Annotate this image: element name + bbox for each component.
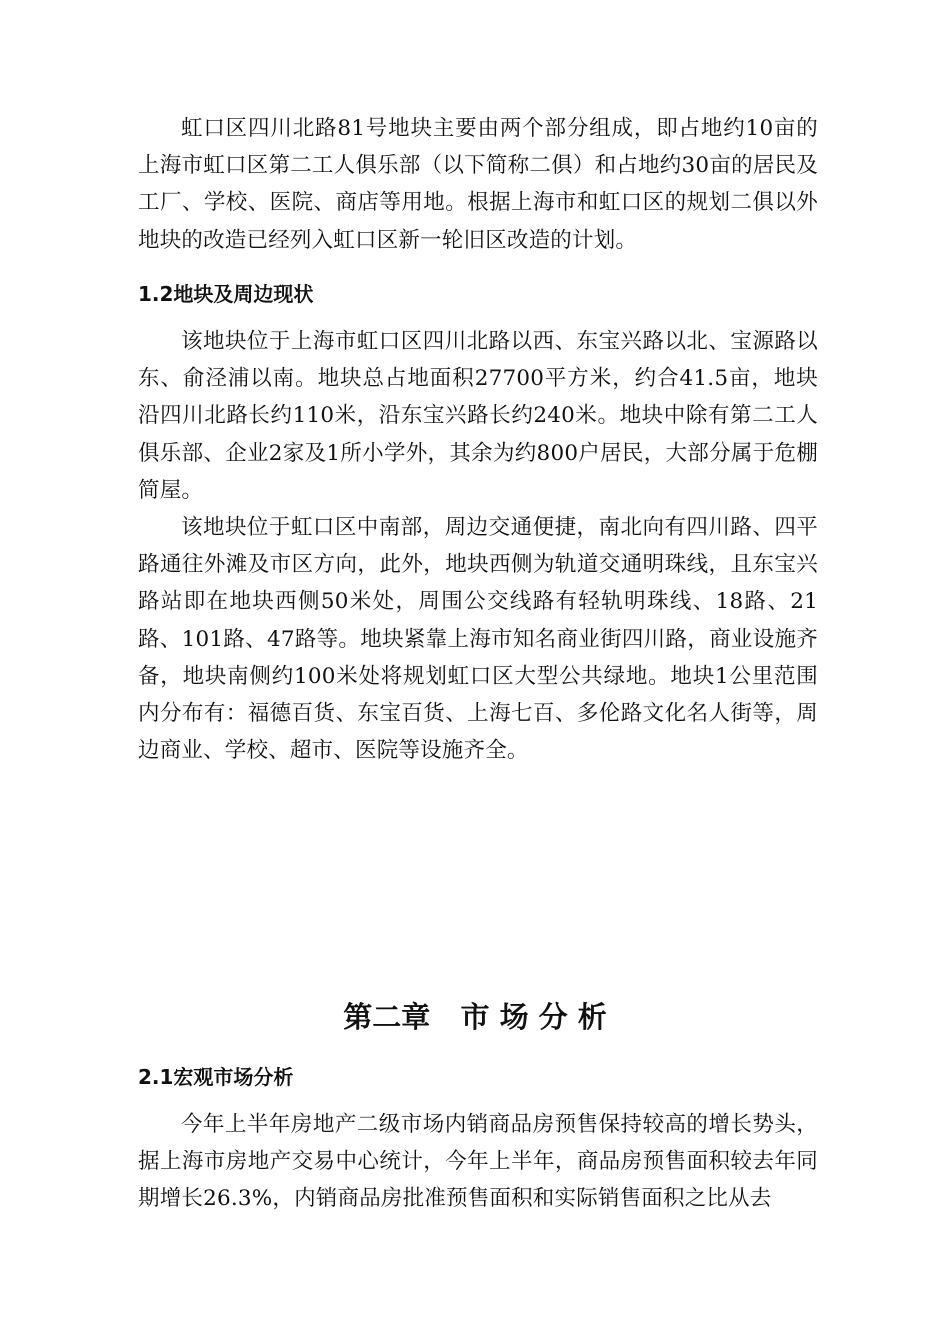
paragraph-surroundings: 该地块位于虹口区中南部，周边交通便捷，南北向有四川路、四平路通往外滩及市区方向，此外，地块西侧为轨道交通明珠线，且东宝兴路站即在地块西侧50米处，周围公交线路有轻轨明珠线、18路、21路、101路、47路等。地块紧靠上海市知名商业街四川路，商业设施齐备，地块南侧约100米处将规划虹口区大型公共绿地。地块1公里范围内分布有：福德百货、东宝百货、上海七百、多伦路文化名人街等，周边商业、学校、超市、医院等设施齐全。	[138, 515, 818, 764]
section-heading-macro-market: 2.1宏观市场分析	[138, 1065, 294, 1089]
section-heading-site-status: 1.2地块及周边现状	[138, 282, 314, 306]
chapter-title-market-analysis: 第二章 市 场 分 析	[343, 1000, 607, 1034]
paragraph-site-location: 该地块位于上海市虹口区四川北路以西、东宝兴路以北、宝源路以东、俞泾浦以南。地块总占地面积27700平方米，约合41.5亩，地块沿四川北路长约110米，沿东宝兴路长约240米。地块中除有第二工人俱乐部、企业2家及1所小学外，其余为约800户居民，大部分属于危棚简屋。	[138, 329, 818, 503]
paragraph-site-composition: 虹口区四川北路81号地块主要由两个部分组成，即占地约10亩的上海市虹口区第二工人俱乐部（以下简称二俱）和占地约30亩的居民及工厂、学校、医院、商店等用地。根据上海市和虹口区的规划二俱以外地块的改造已经列入虹口区新一轮旧区改造的计划。	[138, 116, 818, 253]
paragraph-macro-market: 今年上半年房地产二级市场内销商品房预售保持较高的增长势头，据上海市房地产交易中心统计，今年上半年，商品房预售面积较去年同期增长26.3%，内销商品房批准预售面积和实际销售面积之比从去	[138, 1112, 818, 1212]
